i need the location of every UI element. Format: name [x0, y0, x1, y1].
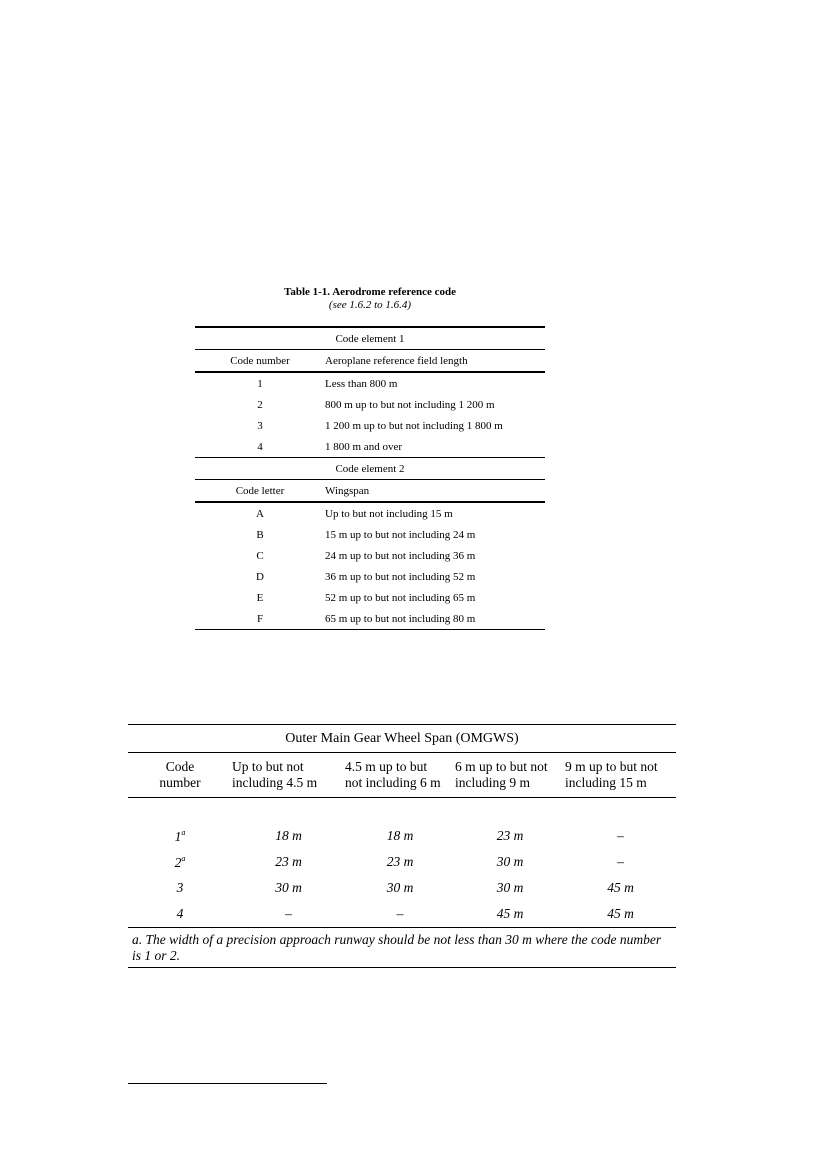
wingspan-cell: 15 m up to but not including 24 m — [325, 528, 476, 541]
wingspan-cell: 65 m up to but not including 80 m — [325, 608, 545, 630]
span-column-2-header — [345, 753, 455, 798]
table-row — [195, 524, 545, 545]
table-row — [195, 415, 545, 436]
value-cell: – — [285, 906, 292, 921]
table-row — [195, 372, 545, 394]
footnote-row — [128, 928, 676, 968]
footnote-marker: a — [181, 827, 186, 837]
value-cell: 45 m — [607, 880, 634, 895]
value-cell: 45 m — [496, 906, 524, 921]
omgws-table — [128, 724, 676, 968]
code-letter-header: Code letter — [195, 480, 325, 503]
value-cell: 30 m — [496, 854, 524, 869]
code-letter-cell: B — [256, 528, 264, 541]
field-length-cell: 800 m up to but not including 1 200 m — [325, 398, 495, 411]
table-row — [195, 608, 545, 630]
omgws-header-row — [128, 753, 676, 798]
field-length-cell: Less than 800 m — [325, 377, 398, 390]
table-row — [195, 566, 545, 587]
code-letter-cell: F — [195, 608, 325, 630]
code-number-cell: 2 — [257, 398, 263, 411]
span-column-4-line2: including 15 m — [565, 775, 647, 790]
table-row — [195, 502, 545, 524]
value-cell: 30 m — [386, 880, 414, 895]
code-number-cell: 1 — [257, 377, 263, 390]
span-column-1-line2: including 4.5 m — [232, 775, 318, 790]
table-row — [195, 394, 545, 415]
table1-subtitle: (see 1.6.2 to 1.6.4) — [328, 299, 412, 311]
wingspan-cell: 52 m up to but not including 65 m — [325, 591, 476, 604]
table-row — [128, 875, 676, 901]
span-column-3-line2: including 9 m — [455, 775, 530, 790]
field-length-header: Aeroplane reference field length — [325, 350, 545, 373]
omgws-caption: Outer Main Gear Wheel Span (OMGWS) — [128, 725, 676, 753]
wingspan-cell: 24 m up to but not including 36 m — [325, 549, 476, 562]
wingspan-cell: Up to but not including 15 m — [325, 507, 453, 520]
value-cell: – — [396, 906, 404, 921]
span-column-1-line1: Up to but not — [232, 759, 304, 774]
spacer-row — [128, 798, 676, 824]
footnote-marker: a — [181, 853, 186, 863]
code-number-cell: 2$^a$ — [174, 853, 186, 870]
wingspan-cell: 36 m up to but not including 52 m — [325, 570, 476, 583]
code-number-cell: 4 — [257, 440, 263, 453]
code-element-2-heading-row — [195, 458, 545, 480]
table-row — [128, 849, 676, 875]
value-cell: 18 m — [386, 828, 414, 843]
table-footnote: a. The width of a precision approach runway should be not less than 30 m where the code number is 1 or 2. — [128, 928, 676, 968]
table1-title: Table 1-1. Aerodrome reference code — [284, 286, 456, 298]
code-number-cell: 1$^a$ — [174, 827, 186, 844]
table-row — [195, 587, 545, 608]
code-element-2-column-headers — [195, 480, 545, 503]
code-number-cell: 3 — [257, 419, 263, 432]
span-column-4-line1: 9 m up to but not — [565, 759, 658, 774]
span-column-2-line1: 4.5 m up to but — [345, 759, 428, 774]
span-column-2-line2: not including 6 m — [345, 775, 441, 790]
span-column-4-header — [565, 753, 676, 798]
code-letter-cell: C — [256, 549, 264, 562]
footnote-separator — [128, 1083, 327, 1084]
value-cell: 23 m — [496, 828, 524, 843]
code-element-1-heading-row — [195, 327, 545, 350]
code-number-header-line1: Code — [165, 759, 195, 774]
code-letter-cell: E — [256, 591, 264, 604]
span-column-3-header — [455, 753, 565, 798]
value-cell: – — [617, 854, 624, 869]
span-column-3-line1: 6 m up to but not — [455, 759, 548, 774]
field-length-cell: 1 200 m up to but not including 1 800 m — [325, 419, 503, 432]
code-number-cell: 4 — [176, 906, 184, 921]
value-cell: 23 m — [386, 854, 414, 869]
code-letter-cell: D — [256, 570, 264, 583]
code-letter-cell: A — [256, 507, 264, 520]
table-row — [195, 436, 545, 458]
omgws-caption-row — [128, 725, 676, 753]
code-number-cell: 3 — [176, 880, 184, 895]
span-column-1-header — [232, 753, 345, 798]
wingspan-header: Wingspan — [325, 480, 545, 503]
code-element-1-heading: Code element 1 — [195, 327, 545, 350]
table-row — [128, 823, 676, 849]
value-cell: 45 m — [607, 906, 634, 921]
value-cell: 23 m — [275, 854, 302, 869]
table-row — [128, 901, 676, 928]
code-element-1-column-headers — [195, 350, 545, 373]
aerodrome-reference-code-table — [195, 326, 545, 630]
code-number-header: Code number — [195, 350, 325, 373]
value-cell: 30 m — [496, 880, 524, 895]
value-cell: 30 m — [275, 880, 302, 895]
field-length-cell: 1 800 m and over — [325, 440, 402, 453]
code-number-header-line2: number — [159, 775, 201, 790]
value-cell: 18 m — [275, 828, 302, 843]
table-row — [195, 545, 545, 566]
code-element-2-heading: Code element 2 — [195, 458, 545, 480]
code-number-header — [128, 753, 232, 798]
value-cell: – — [617, 828, 624, 843]
